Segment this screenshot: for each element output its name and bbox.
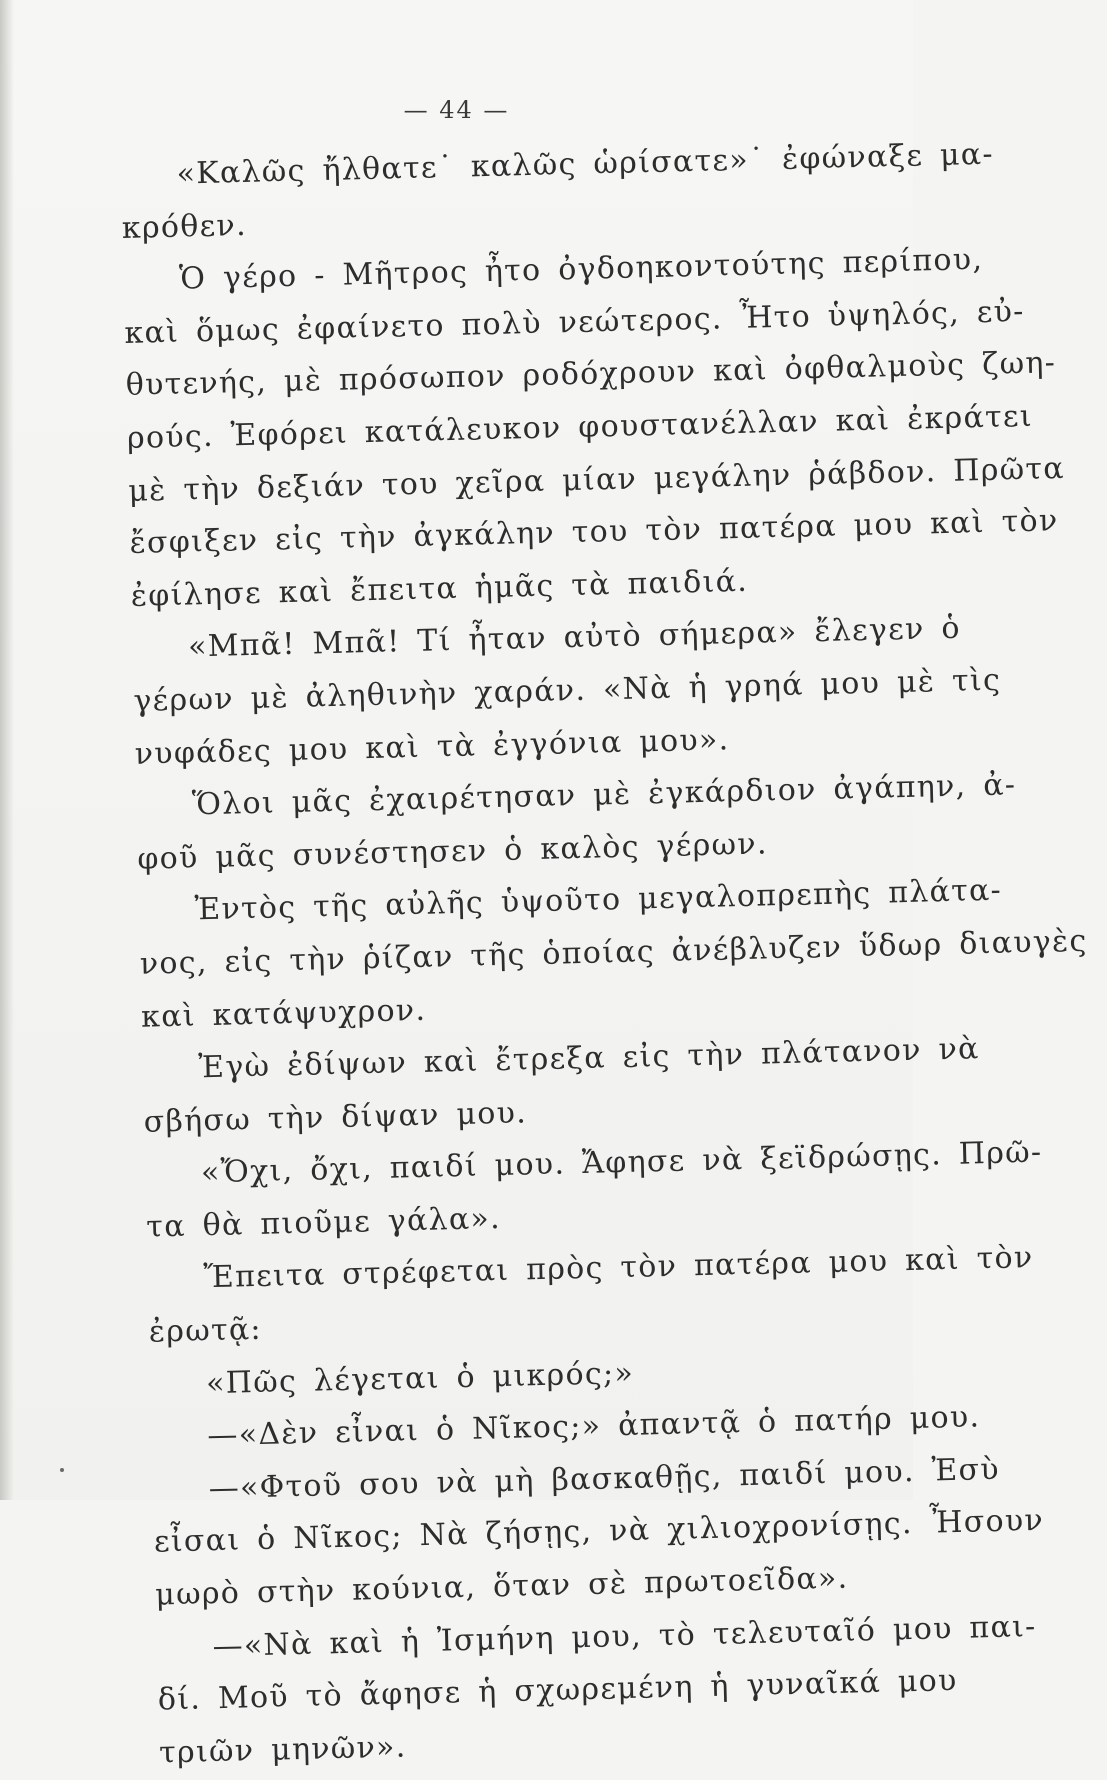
text-line: τα θὰ πιοῦμε γάλα».	[145, 1200, 502, 1245]
text-line: Ὁ γέρο - Μῆτρος ἦτο ὀγδοηκοντούτης περίπου,	[178, 242, 984, 297]
text-line: —«Νὰ καὶ ἡ Ἰσμήνη μου, τὸ τελευταῖό μου παι-	[212, 1608, 1037, 1664]
text-line: Ἐντὸς τῆς αὐλῆς ὑψοῦτο μεγαλοπρεπὴς πλάτα-	[194, 872, 1003, 928]
text-line: νος, εἰς τὴν ῥίζαν τῆς ὁποίας ἀνέβλυζεν ὕδωρ διαυγὲς	[139, 923, 1088, 982]
text-line: νυφάδες μου καὶ τὰ ἐγγόνια μου».	[134, 721, 730, 772]
text-line: γέρων μὲ ἀληθινὴν χαράν. «Νὰ ἡ γρηά μου μὲ τὶς	[133, 662, 1002, 719]
text-line: ρούς. Ἐφόρει κατάλευκον φουστανέλλαν καὶ ἐκράτει	[126, 398, 1034, 456]
text-line: «Καλῶς ἤλθατε˙ καλῶς ὡρίσατε»˙ ἐφώναξε μα-	[176, 136, 995, 192]
text-line: εἶσαι ὁ Νῖκος; Νὰ ζήσῃς, νὰ χιλιοχρονίσῃς. Ἦσουν	[153, 1503, 1045, 1561]
text-line: σβήσω τὴν δίψαν μου.	[143, 1095, 528, 1140]
text-line: Ἐγὼ ἐδίψων καὶ ἔτρεξα εἰς τὴν πλάτανον νὰ	[198, 1031, 981, 1086]
text-line: ἔσφιξεν εἰς τὴν ἀγκάλην του τὸν πατέρα μου καὶ τὸν	[129, 503, 1059, 562]
text-line: Ἔπειτα στρέφεται πρὸς τὸν πατέρα μου καὶ τὸν	[203, 1240, 1034, 1296]
text-line: μωρὸ στὴν κούνια, ὅταν σὲ πρωτοεῖδα».	[154, 1560, 849, 1613]
text-line: καὶ κατάψυχρον.	[140, 992, 427, 1035]
text-line: —«Φτοῦ σου νὰ μὴ βασκαθῇς, παιδί μου. Ἐσὺ	[208, 1451, 1001, 1507]
text-line: τριῶν μηνῶν».	[158, 1729, 407, 1771]
text-line: «Ὄχι, ὄχι, παιδί μου. Ἄφησε νὰ ξεϊδρώσῃς. Πρῶ-	[200, 1135, 1043, 1191]
text-line: Ὅλοι μᾶς ἐχαιρέτησαν μὲ ἐγκάρδιον ἀγάπην, ἀ-	[191, 767, 1017, 823]
text-line: «Μπᾶ! Μπᾶ! Τί ἦταν αὐτὸ σήμερα» ἔλεγεν ὁ	[187, 610, 962, 665]
text-line: κρόθεν.	[121, 207, 248, 246]
text-line: φοῦ μᾶς συνέστησεν ὁ καλὸς γέρων.	[136, 826, 769, 877]
page-gutter-shadow	[0, 0, 14, 1500]
ink-speck	[60, 1468, 64, 1472]
page-number: — 44 —	[403, 96, 510, 124]
text-line: θυτενής, μὲ πρόσωπον ροδόχρουν καὶ ὀφθαλμοὺς ζωη-	[125, 345, 1057, 404]
text-line: καὶ ὅμως ἐφαίνετο πολὺ νεώτερος. Ἦτο ὑψηλός, εὐ-	[124, 293, 1026, 351]
body-text	[120, 131, 1088, 1779]
text-line: δί. Μοῦ τὸ ἄφησε ἡ σχωρεμένη ἡ γυναῖκά μου	[157, 1663, 958, 1718]
text-line: «Πῶς λέγεται ὁ μικρός;»	[205, 1355, 635, 1401]
text-line: —«Δὲν εἶναι ὁ Νῖκος;» ἀπαντᾷ ὁ πατήρ μου.	[207, 1399, 981, 1454]
text-line: μὲ τὴν δεξιάν του χεῖρα μίαν μεγάλην ῥάβδον. Πρῶτα	[127, 450, 1066, 509]
text-line: ἐφίλησε καὶ ἔπειτα ἡμᾶς τὰ παιδιά.	[130, 563, 749, 614]
text-line: ἐρωτᾷ:	[148, 1311, 263, 1350]
